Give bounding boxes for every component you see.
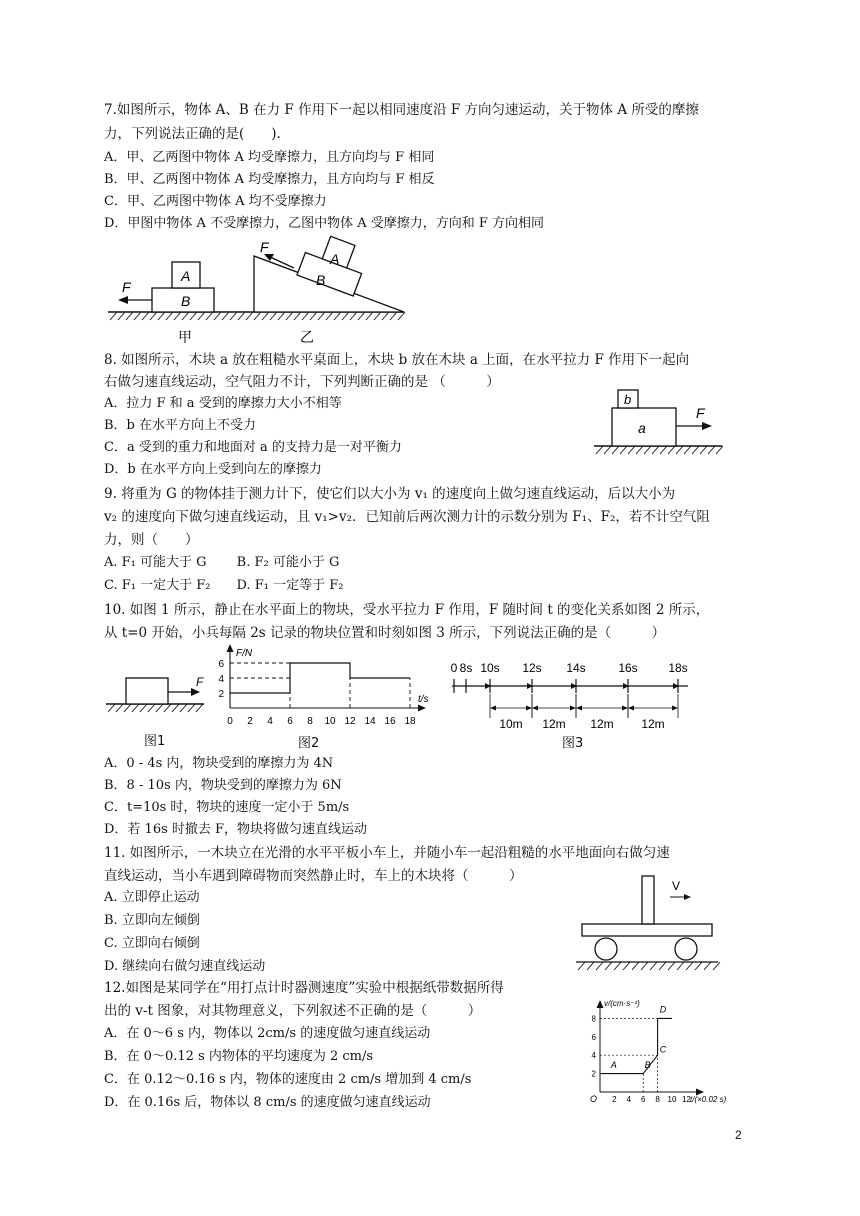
q10-option-a: A．0 - 4s 内，物块受到的摩擦力为 4N [104, 756, 334, 771]
ground-hatch [254, 312, 261, 320]
fig3-dimension-arrow [532, 706, 538, 711]
ground-hatch [382, 312, 389, 320]
q12-option-a: A．在 0～6 s 内，物体以 2cm/s 的速度做匀速直线运动 [104, 1026, 431, 1041]
fig3-dimension-arrow [672, 706, 678, 711]
fig3-distance-label: 12m [641, 717, 665, 731]
q10-option-b: B．8 - 10s 内，物块受到的摩擦力为 6N [104, 778, 342, 793]
ground-hatch [206, 312, 213, 320]
q7-force-left: F [122, 279, 131, 295]
ground-hatch [398, 312, 405, 320]
ground-hatch [286, 312, 293, 320]
q10-figure-3 [446, 648, 696, 732]
ground-hatch [684, 446, 691, 454]
ground-hatch [172, 704, 179, 712]
q10-fig1-caption: 图1 [144, 734, 166, 749]
q11-stem-line-1: 11. 如图所示，一木块立在光滑的水平平板小车上，并随小车一起沿粗糙的水平地面向右做匀速 [104, 845, 670, 861]
ground-hatch [150, 312, 157, 320]
fig2-xtick-label: 4 [267, 716, 273, 727]
fig3-time-label: 16s [618, 661, 638, 675]
ground-hatch [278, 312, 285, 320]
ground-hatch [230, 312, 237, 320]
q12-xlabel: t/(×0.02 s) [690, 1095, 727, 1104]
q7-stem-line-1: 7.如图所示，物体 A、B 在力 F 作用下一起以相同速度沿 F 方向匀速运动，关于物体 A 所受的摩擦 [104, 102, 699, 118]
ground-hatch [198, 312, 205, 320]
fig12-point-label: A [610, 1059, 617, 1070]
fig3-time-label: 18s [668, 661, 688, 675]
ground-hatch [628, 446, 635, 454]
ground-hatch [342, 312, 349, 320]
ground-hatch [650, 962, 657, 970]
ground-hatch [596, 962, 603, 970]
q10-fig2-xlabel: t/s [418, 694, 429, 705]
ground-hatch [126, 312, 133, 320]
ground-hatch [164, 704, 171, 712]
ground-hatch [134, 312, 141, 320]
q7-label-yi: 乙 [300, 329, 314, 345]
q7-option-d: D．甲图中物体 A 不受摩擦力，乙图中物体 A 受摩擦力，方向和 F 方向相同 [104, 216, 545, 231]
q7-option-b: B．甲、乙两图中物体 A 均受摩擦力，且方向均与 F 相反 [104, 172, 435, 187]
q11-option-a: A. 立即停止运动 [104, 890, 200, 905]
ground-hatch [142, 312, 149, 320]
ground-hatch [110, 312, 117, 320]
q11-stem-line-2: 直线运动，当小车遇到障碍物而突然静止时，车上的木块将（ ） [104, 868, 523, 884]
fig2-ytick-label: 4 [218, 674, 224, 685]
ground-hatch [660, 446, 667, 454]
q12-option-d: D．在 0.16s 后，物体以 8 cm/s 的速度做匀速直线运动 [104, 1095, 431, 1110]
fig3-dimension-arrow [622, 706, 628, 711]
fig3-time-label: 8s [459, 661, 473, 675]
q7-option-c: C．甲、乙两图中物体 A 均不受摩擦力 [104, 194, 327, 209]
fig2-xtick-label: 16 [384, 716, 396, 727]
q12-origin: O [590, 1094, 598, 1104]
fig12-xtick-label: 6 [640, 1095, 646, 1104]
fig12-point-label: B [644, 1059, 651, 1070]
ground-hatch [700, 446, 707, 454]
q12-option-c: C．在 0.12～0.16 s 内，物体的速度由 2 cm/s 增加到 4 cm/s [104, 1072, 472, 1087]
ground-hatch [196, 704, 203, 712]
ground-hatch [158, 312, 165, 320]
fig3-dimension-arrow [526, 706, 532, 711]
fig2-xtick-label: 2 [247, 716, 253, 727]
ground-hatch [190, 312, 197, 320]
fig3-distance-label: 12m [590, 717, 614, 731]
q8-figure [592, 384, 732, 464]
ground-hatch [310, 312, 317, 320]
q10-fig3-caption: 图3 [562, 736, 584, 751]
q7-force-right: F [260, 239, 269, 255]
q10-fig1-force: F [196, 675, 204, 689]
q9-stem-line-3: 力，则（ ） [104, 532, 199, 548]
fig2-xtick-label: 12 [344, 716, 356, 727]
ground-hatch [659, 962, 666, 970]
ground-hatch [156, 704, 163, 712]
ground-hatch [116, 704, 123, 712]
ground-hatch [704, 962, 711, 970]
q7-block-a-right: A [330, 251, 340, 267]
ground-hatch [334, 312, 341, 320]
q10-stem-line-1: 10. 如图 1 所示，静止在水平面上的物块，受水平拉力 F 作用，F 随时间 t 的变化关系如图 2 所示， [104, 602, 710, 618]
ground-hatch [124, 704, 131, 712]
q12-option-b: B．在 0～0.12 s 内物体的平均速度为 2 cm/s [104, 1049, 374, 1064]
ground-hatch [222, 312, 229, 320]
ground-hatch [587, 962, 594, 970]
ground-hatch [652, 446, 659, 454]
fig3-dimension-arrow [576, 706, 582, 711]
q10-option-d: D．若 16s 时撤去 F，物块将做匀速直线运动 [104, 822, 368, 837]
fig2-ytick-label: 6 [218, 659, 224, 670]
fig12-ytick-label: 6 [591, 1032, 596, 1042]
q7-block-b-right: B [316, 272, 326, 288]
ground-hatch [641, 962, 648, 970]
q11-figure [574, 870, 724, 974]
ground-hatch [612, 446, 619, 454]
fig3-time-label: 14s [566, 661, 586, 675]
ground-hatch [668, 446, 675, 454]
ground-hatch [677, 962, 684, 970]
ground-hatch [358, 312, 365, 320]
ground-hatch [350, 312, 357, 320]
ground-hatch [390, 312, 397, 320]
ground-hatch [174, 312, 181, 320]
ground-hatch [604, 446, 611, 454]
fig2-xtick-label: 0 [227, 716, 233, 727]
fig12-xtick-label: 10 [667, 1095, 677, 1104]
ground-hatch [692, 446, 699, 454]
ground-hatch [180, 704, 187, 712]
q8-option-d: D．b 在水平方向上受到向左的摩擦力 [104, 462, 322, 477]
ground-hatch [596, 446, 603, 454]
ground-hatch [318, 312, 325, 320]
ground-hatch [695, 962, 702, 970]
q11-option-d: D. 继续向右做匀速直线运动 [104, 959, 266, 974]
fig12-point-label: D [659, 1004, 667, 1015]
fig12-xtick-label: 12 [681, 1095, 691, 1104]
fig3-distance-label: 10m [499, 717, 523, 731]
ground-hatch [614, 962, 621, 970]
fig2-xtick-label: 10 [324, 716, 336, 727]
fig12-xtick-label: 8 [655, 1095, 660, 1104]
ground-hatch [108, 704, 115, 712]
ground-hatch [214, 312, 221, 320]
q9-stem-line-1: 9. 将重为 G 的物体挂于测力计下，使它们以大小为 v₁ 的速度向上做匀速直线运动，后以大小为 [104, 486, 676, 502]
ground-hatch [676, 446, 683, 454]
ground-hatch [238, 312, 245, 320]
fig3-dimension-arrow [570, 706, 576, 711]
fig3-dimension-arrow [628, 706, 634, 711]
ground-hatch [632, 962, 639, 970]
ground-hatch [294, 312, 301, 320]
q8-stem-line-1: 8. 如图所示，木块 a 放在粗糙水平桌面上，木块 b 放在木块 a 上面，在水平拉力 F 作用下一起向 [104, 352, 690, 368]
ground-hatch [326, 312, 333, 320]
ground-hatch [246, 312, 253, 320]
fig12-xtick-label: 4 [626, 1095, 632, 1104]
q8-block-a: a [638, 420, 646, 436]
fig2-xtick-label: 6 [287, 716, 293, 727]
fig12-ytick-label: 8 [591, 1014, 596, 1024]
ground-hatch [262, 312, 269, 320]
ground-hatch [605, 962, 612, 970]
ground-hatch [140, 704, 147, 712]
q12-stem-line-1: 12.如图是某同学在“用打点计时器测速度”实验中根据纸带数据所得 [104, 980, 504, 996]
ground-hatch [716, 446, 723, 454]
q9-options-row-2: C. F₁ 一定大于 F₂ D. F₁ 一定等于 F₂ [104, 578, 344, 593]
ground-hatch [166, 312, 173, 320]
q8-force: F [696, 405, 705, 421]
ground-hatch [188, 704, 195, 712]
ground-hatch [713, 962, 720, 970]
ground-hatch [132, 704, 139, 712]
q12-ylabel: v/(cm·s⁻¹) [604, 999, 640, 1008]
q7-label-jia: 甲 [178, 329, 192, 345]
q7-block-a-left: A [181, 268, 191, 284]
q7-stem-line-2: 力，下列说法正确的是( ). [104, 126, 281, 142]
ground-hatch [636, 446, 643, 454]
ground-hatch [182, 312, 189, 320]
fig12-point-label: C [659, 1044, 667, 1055]
q10-fig2-ylabel: F/N [236, 648, 253, 659]
ground-hatch [668, 962, 675, 970]
q11-option-c: C. 立即向右倾倒 [104, 936, 200, 951]
fig3-time-label: 10s [480, 661, 500, 675]
q9-stem-line-2: v₂ 的速度向下做匀速直线运动，且 v₁>v₂．已知前后两次测力计的示数分别为 F₁、F₂，若不计空气阻 [104, 509, 710, 525]
q7-option-a: A．甲、乙两图中物体 A 均受摩擦力，且方向均与 F 相同 [104, 150, 435, 165]
q7-block-b-left: B [181, 293, 191, 309]
ground-hatch [708, 446, 715, 454]
q12-figure [586, 996, 746, 1106]
q9-options-row-1: A. F₁ 可能大于 G B. F₂ 可能小于 G [104, 555, 340, 570]
q8-option-a: A．拉力 F 和 a 受到的摩擦力大小不相等 [104, 396, 342, 411]
ground-hatch [302, 312, 309, 320]
fig12-ytick-label: 2 [591, 1069, 596, 1079]
fig3-time-label: 12s [522, 661, 542, 675]
fig2-ytick-label: 2 [218, 689, 224, 700]
q8-option-b: B．b 在水平方向上不受力 [104, 418, 257, 433]
fig12-xtick-label: 2 [612, 1095, 617, 1104]
q8-stem-line-2: 右做匀速直线运动，空气阻力不计，下列判断正确的是 （ ） [104, 374, 500, 390]
ground-hatch [578, 962, 585, 970]
q10-fig2-caption: 图2 [298, 736, 320, 751]
ground-hatch [148, 704, 155, 712]
ground-hatch [644, 446, 651, 454]
q7-figure [104, 238, 414, 348]
fig3-dimension-arrow [490, 706, 496, 711]
ground-hatch [623, 962, 630, 970]
q12-stem-line-2: 出的 v-t 图象，对其物理意义，下列叙述不正确的是（ ） [104, 1003, 482, 1019]
fig2-xtick-label: 8 [307, 716, 313, 727]
q10-fig2-force-curve [230, 663, 410, 693]
fig12-ytick-label: 4 [591, 1051, 596, 1061]
q11-option-b: B. 立即向左倾倒 [104, 913, 200, 928]
page-number: 2 [735, 1128, 742, 1142]
ground-hatch [118, 312, 125, 320]
q10-option-c: C．t=10s 时，物块的速度一定小于 5m/s [104, 800, 350, 815]
fig2-xtick-label: 18 [404, 716, 416, 727]
ground-hatch [686, 962, 693, 970]
q10-figure-2 [214, 644, 440, 730]
q10-stem-line-2: 从 t=0 开始，小兵每隔 2s 记录的物块位置和时刻如图 3 所示，下列说法正确的是（ ） [104, 625, 666, 641]
ground-hatch [366, 312, 373, 320]
ground-hatch [620, 446, 627, 454]
q10-figure-1 [104, 668, 214, 718]
q11-velocity-label: V [672, 879, 681, 893]
fig3-distance-label: 12m [542, 717, 566, 731]
fig3-time-label: 0 [450, 661, 458, 675]
ground-hatch [270, 312, 277, 320]
fig2-xtick-label: 14 [364, 716, 376, 727]
q8-block-b: b [624, 392, 632, 407]
q8-option-c: C．a 受到的重力和地面对 a 的支持力是一对平衡力 [104, 440, 402, 455]
ground-hatch [374, 312, 381, 320]
